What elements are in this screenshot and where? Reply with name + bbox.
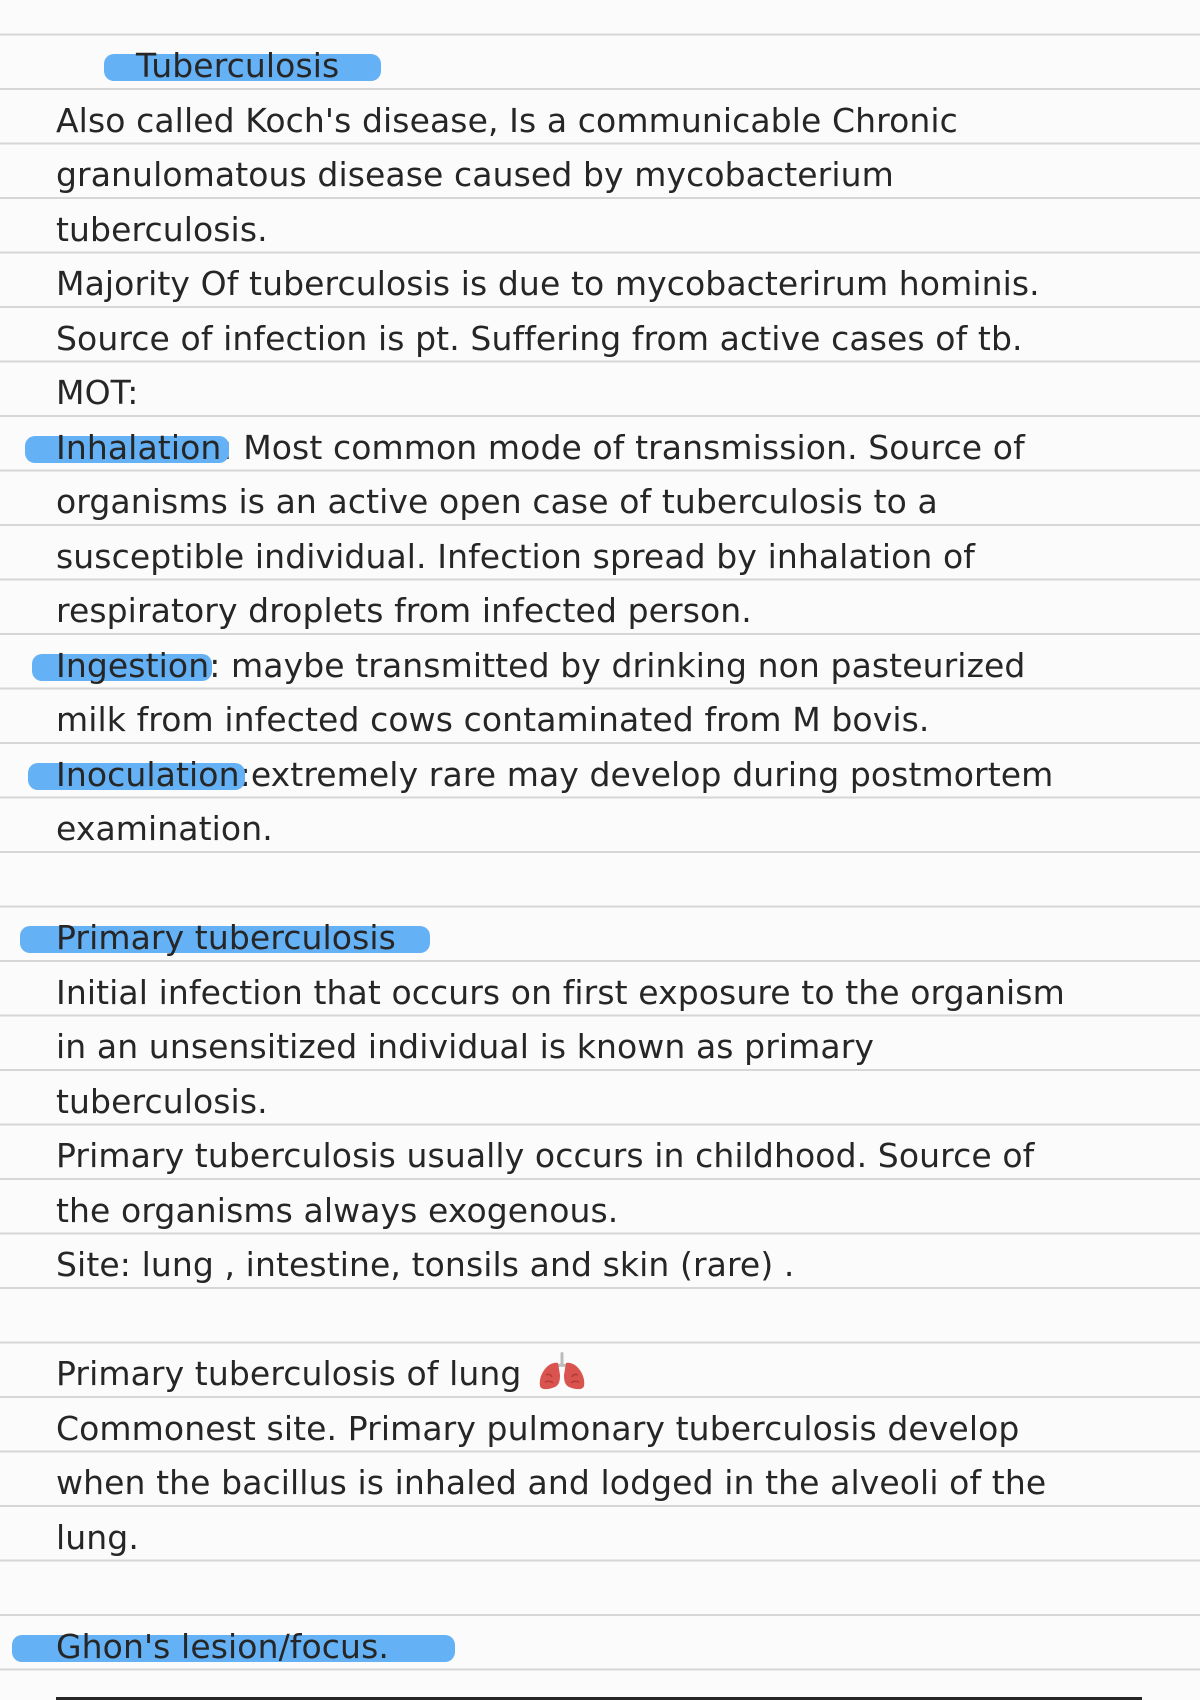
ghon-heading-line <box>0 1616 1200 1671</box>
text-line: susceptible individual. Infection spread by inhalation of <box>56 536 975 576</box>
text-line: granulomatous disease caused by mycobacterium <box>56 155 894 194</box>
primary-lung-heading-line <box>0 1343 1200 1398</box>
note-title-line <box>0 35 1200 90</box>
text-line: Site: lung , intestine, tonsils and skin (rare) . <box>56 1245 795 1284</box>
inhalation-line <box>0 417 1200 472</box>
inoculation-line <box>0 744 1200 799</box>
text-line: MOT: <box>56 373 139 412</box>
text-line: examination. <box>56 809 273 848</box>
text-line: milk from infected cows contaminated from M bovis. <box>56 700 930 739</box>
inhalation-term: Inhalation <box>56 427 222 467</box>
inoculation-term: Inoculation <box>56 754 240 794</box>
primary-lung-heading: Primary tuberculosis of lung <box>56 1354 522 1393</box>
text-line: respiratory droplets from infected person. <box>56 591 752 630</box>
text-line: organisms is an active open case of tuberculosis to a <box>56 482 938 521</box>
text-line: the organisms always exogenous. <box>56 1190 619 1230</box>
text-line: when the bacillus is inhaled and lodged in the alveoli of the <box>56 1463 1047 1502</box>
text-line: Also called Koch's disease, Is a communicable Chronic <box>56 100 958 140</box>
text-line: Commonest site. Primary pulmonary tuberculosis develop <box>56 1408 1020 1448</box>
ingestion-line <box>0 635 1200 690</box>
ingestion-text: : maybe transmitted by drinking non pasteurized <box>209 645 1026 685</box>
inoculation-text: :extremely rare may develop during postmortem <box>239 754 1054 794</box>
note-title: Tuberculosis <box>136 46 340 85</box>
ghon-heading: Ghon's lesion/focus. <box>56 1626 389 1666</box>
primary-heading: Primary tuberculosis <box>56 918 396 957</box>
ingestion-term: Ingestion <box>56 645 210 685</box>
text-line: tuberculosis. <box>56 209 268 249</box>
text-line: tuberculosis. <box>56 1081 268 1121</box>
primary-heading-line <box>0 907 1200 962</box>
blank-line <box>0 1561 1200 1616</box>
text-line: in an unsensitized individual is known as primary <box>56 1027 875 1066</box>
text-line: Primary tuberculosis usually occurs in childhood. Source of <box>56 1136 1035 1175</box>
text-line: lung. <box>56 1517 139 1557</box>
text-line: Source of infection is pt. Suffering from active cases of tb. <box>56 318 1023 358</box>
blank-line <box>0 853 1200 908</box>
text-line: Majority Of tuberculosis is due to mycobacterirum hominis. <box>56 264 1040 303</box>
lungs-icon <box>536 1351 588 1391</box>
text-line: Initial infection that occurs on first exposure to the organism <box>56 972 1065 1012</box>
blank-line <box>0 1289 1200 1344</box>
note-content <box>0 35 1200 1670</box>
inhalation-text: : Most common mode of transmission. Source of <box>221 427 1025 467</box>
